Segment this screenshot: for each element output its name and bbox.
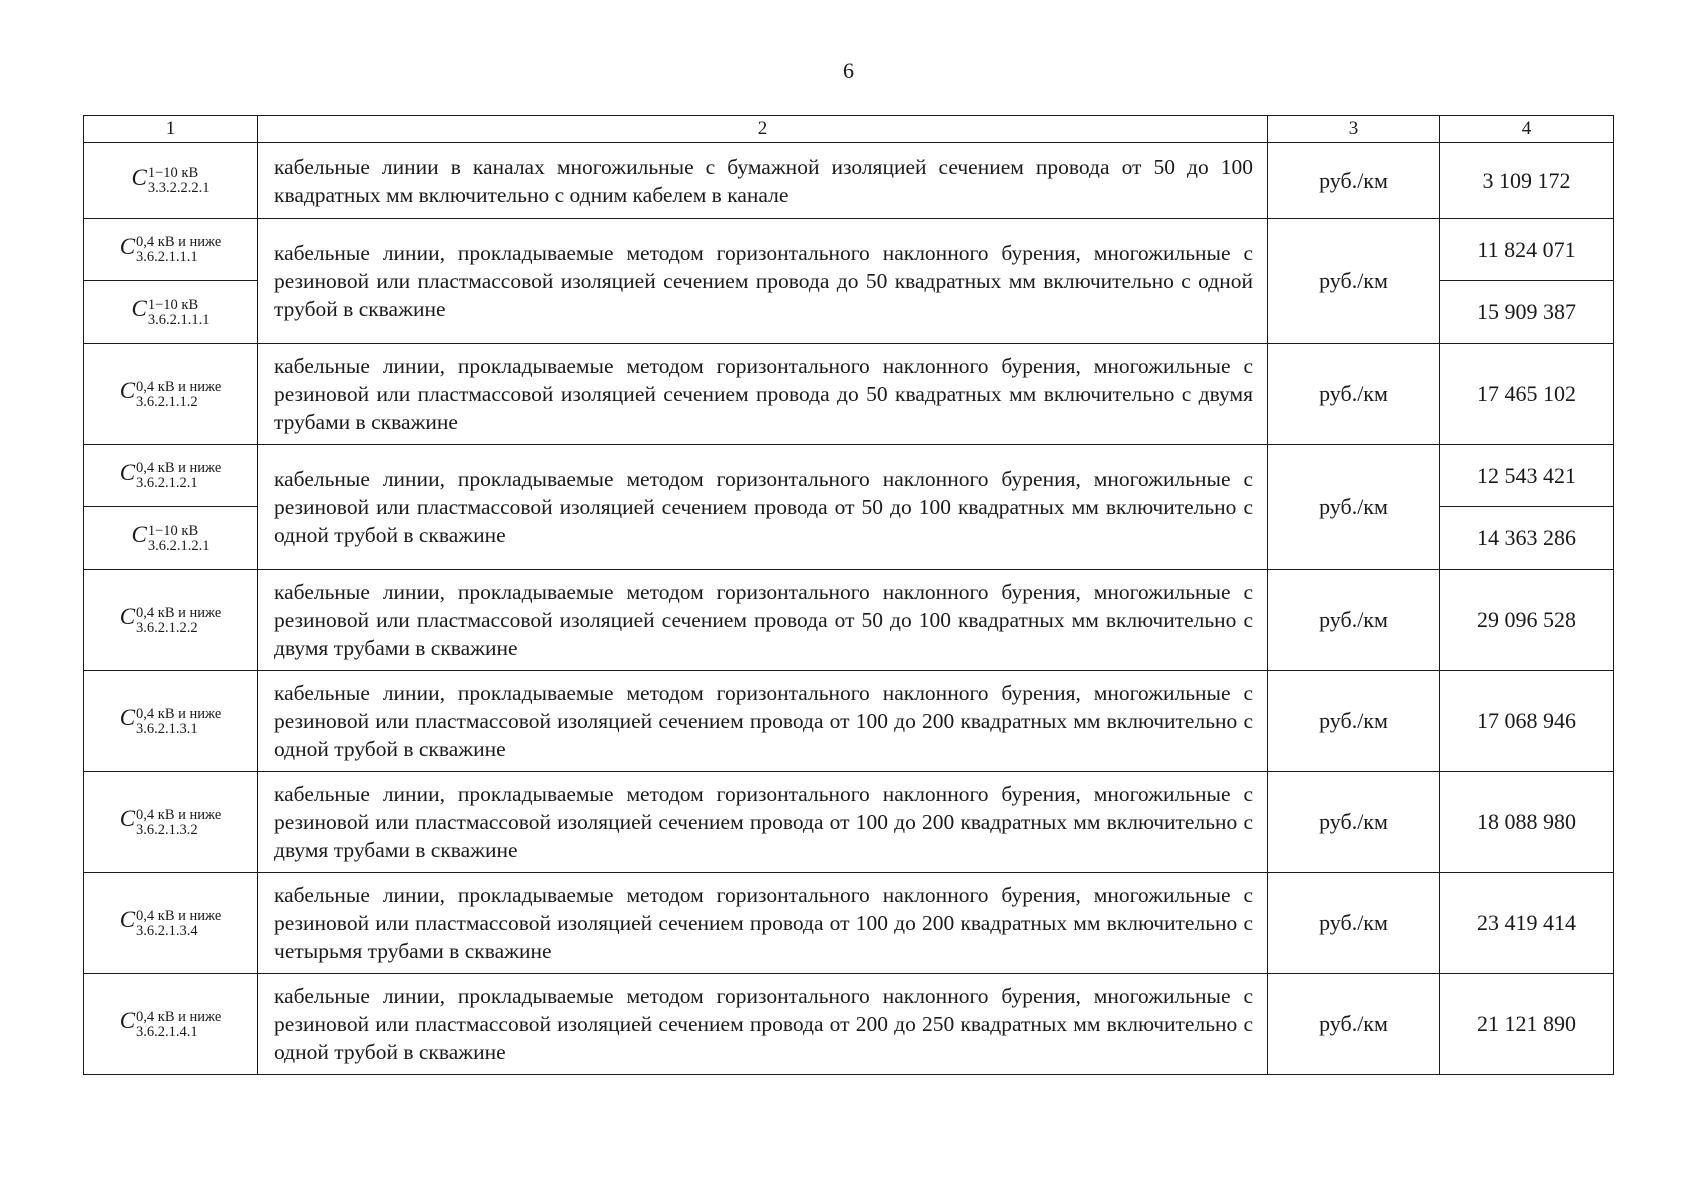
column-header-4: 4 bbox=[1440, 116, 1614, 143]
rate-value-cell: 12 543 421 bbox=[1440, 445, 1614, 507]
unit-cell: руб./км bbox=[1268, 873, 1440, 974]
unit-cell: руб./км bbox=[1268, 772, 1440, 873]
rate-code-subscript: 3.6.2.1.2.2 bbox=[136, 619, 198, 636]
unit-cell: руб./км bbox=[1268, 671, 1440, 772]
description-cell: кабельные линии, прокладываемые методом горизонтального наклонного бурения, многожильные с резиновой или пластмассовой изоляцией сечением провода до 50 квадратных мм включительно с двумя трубами в скважине bbox=[258, 344, 1268, 445]
rate-voltage-superscript: 0,4 кВ и ниже bbox=[136, 234, 222, 251]
rate-voltage-superscript: 0,4 кВ и ниже bbox=[136, 1008, 222, 1025]
rate-value-cell: 17 465 102 bbox=[1440, 344, 1614, 445]
rate-symbol: C bbox=[119, 806, 136, 832]
rate-code-subscript: 3.6.2.1.3.1 bbox=[136, 720, 198, 737]
column-header-3: 3 bbox=[1268, 116, 1440, 143]
rate-code-cell bbox=[84, 772, 258, 873]
rate-symbol: C bbox=[119, 233, 136, 259]
rate-code-cell bbox=[84, 873, 258, 974]
rate-value-cell: 23 419 414 bbox=[1440, 873, 1614, 974]
rate-code-subscript: 3.6.2.1.3.4 bbox=[136, 922, 198, 939]
rate-code-subscript: 3.6.2.1.1.1 bbox=[147, 311, 210, 328]
rate-symbol: C bbox=[119, 459, 136, 485]
rate-voltage-superscript: 1−10 кВ bbox=[147, 522, 199, 539]
description-cell: кабельные линии, прокладываемые методом горизонтального наклонного бурения, многожильные с резиновой или пластмассовой изоляцией сечением провода от 200 до 250 квадратных мм включительно с одной трубой в скважине bbox=[258, 974, 1268, 1075]
table-body bbox=[84, 143, 1614, 1075]
table-row bbox=[84, 873, 1614, 974]
rate-value-cell: 3 109 172 bbox=[1440, 143, 1614, 219]
rate-value-cell: 11 824 071 bbox=[1440, 219, 1614, 281]
rate-code-subscript: 3.6.2.1.1.1 bbox=[136, 249, 198, 266]
table-row bbox=[84, 772, 1614, 873]
description-cell: кабельные линии в каналах многожильные с бумажной изоляцией сечением провода от 50 до 100 квадратных мм включительно с одним кабелем в канале bbox=[258, 143, 1268, 219]
rate-value-cell: 29 096 528 bbox=[1440, 570, 1614, 671]
rate-voltage-superscript: 0,4 кВ и ниже bbox=[136, 604, 222, 621]
rate-code-cell bbox=[84, 507, 258, 570]
rate-value-cell: 21 121 890 bbox=[1440, 974, 1614, 1075]
rate-symbol: C bbox=[119, 705, 136, 731]
rate-code-cell bbox=[84, 219, 258, 281]
rate-code-cell bbox=[84, 974, 258, 1075]
rate-voltage-superscript: 0,4 кВ и ниже bbox=[136, 460, 222, 477]
rate-code-cell bbox=[84, 281, 258, 344]
rate-symbol: C bbox=[119, 907, 136, 933]
rate-value-cell: 15 909 387 bbox=[1440, 281, 1614, 344]
rate-voltage-superscript: 0,4 кВ и ниже bbox=[136, 705, 222, 722]
rates-table bbox=[83, 115, 1614, 1075]
rate-code-cell bbox=[84, 671, 258, 772]
page-number: 6 bbox=[843, 58, 854, 83]
rate-code-cell bbox=[84, 143, 258, 219]
rate-symbol: C bbox=[131, 164, 147, 190]
rate-code-cell bbox=[84, 344, 258, 445]
rate-symbol: C bbox=[119, 1008, 136, 1034]
table-row bbox=[84, 344, 1614, 445]
rate-voltage-superscript: 1−10 кВ bbox=[147, 296, 199, 313]
rate-voltage-superscript: 0,4 кВ и ниже bbox=[136, 378, 222, 395]
rate-code-subscript: 3.6.2.1.2.1 bbox=[136, 475, 198, 492]
rate-value-cell: 18 088 980 bbox=[1440, 772, 1614, 873]
table-row bbox=[84, 570, 1614, 671]
unit-cell: руб./км bbox=[1268, 143, 1440, 219]
rate-symbol: C bbox=[131, 296, 147, 322]
rate-code-subscript: 3.6.2.1.3.2 bbox=[136, 821, 198, 838]
table-row bbox=[84, 143, 1614, 219]
unit-cell: руб./км bbox=[1268, 570, 1440, 671]
description-cell: кабельные линии, прокладываемые методом горизонтального наклонного бурения, многожильные с резиновой или пластмассовой изоляцией сечением провода от 100 до 200 квадратных мм включительно с четырьмя трубами в скважине bbox=[258, 873, 1268, 974]
description-cell: кабельные линии, прокладываемые методом горизонтального наклонного бурения, многожильные с резиновой или пластмассовой изоляцией сечением провода от 50 до 100 квадратных мм включительно с двумя трубами в скважине bbox=[258, 570, 1268, 671]
description-cell: кабельные линии, прокладываемые методом горизонтального наклонного бурения, многожильные с резиновой или пластмассовой изоляцией сечением провода от 100 до 200 квадратных мм включительно с двумя трубами в скважине bbox=[258, 772, 1268, 873]
rate-symbol: C bbox=[119, 378, 136, 404]
table-row bbox=[84, 445, 1614, 507]
rate-voltage-superscript: 0,4 кВ и ниже bbox=[136, 806, 222, 823]
description-cell: кабельные линии, прокладываемые методом горизонтального наклонного бурения, многожильные с резиновой или пластмассовой изоляцией сечением провода от 50 до 100 квадратных мм включительно с одной трубой в скважине bbox=[258, 445, 1268, 570]
rate-code-subscript: 3.6.2.1.1.2 bbox=[136, 393, 198, 410]
rate-code-cell bbox=[84, 445, 258, 507]
description-cell: кабельные линии, прокладываемые методом горизонтального наклонного бурения, многожильные с резиновой или пластмассовой изоляцией сечением провода до 50 квадратных мм включительно с одной трубой в скважине bbox=[258, 219, 1268, 344]
rate-symbol: C bbox=[119, 604, 136, 630]
rate-voltage-superscript: 0,4 кВ и ниже bbox=[136, 907, 222, 924]
table-row bbox=[84, 974, 1614, 1075]
rate-code-subscript: 3.6.2.1.2.1 bbox=[147, 537, 210, 554]
column-header-2: 2 bbox=[258, 116, 1268, 143]
rate-code-subscript: 3.6.2.1.4.1 bbox=[136, 1023, 198, 1040]
table-row bbox=[84, 219, 1614, 281]
rate-value-cell: 14 363 286 bbox=[1440, 507, 1614, 570]
unit-cell: руб./км bbox=[1268, 219, 1440, 344]
rate-symbol: C bbox=[131, 522, 147, 548]
unit-cell: руб./км bbox=[1268, 974, 1440, 1075]
column-number-row bbox=[84, 116, 1614, 143]
rate-voltage-superscript: 1−10 кВ bbox=[147, 165, 199, 182]
unit-cell: руб./км bbox=[1268, 445, 1440, 570]
rate-code-cell bbox=[84, 570, 258, 671]
rate-value-cell: 17 068 946 bbox=[1440, 671, 1614, 772]
table-row bbox=[84, 671, 1614, 772]
column-header-1: 1 bbox=[84, 116, 258, 143]
unit-cell: руб./км bbox=[1268, 344, 1440, 445]
rate-code-subscript: 3.3.2.2.2.1 bbox=[147, 180, 210, 197]
description-cell: кабельные линии, прокладываемые методом горизонтального наклонного бурения, многожильные с резиновой или пластмассовой изоляцией сечением провода от 100 до 200 квадратных мм включительно с одной трубой в скважине bbox=[258, 671, 1268, 772]
